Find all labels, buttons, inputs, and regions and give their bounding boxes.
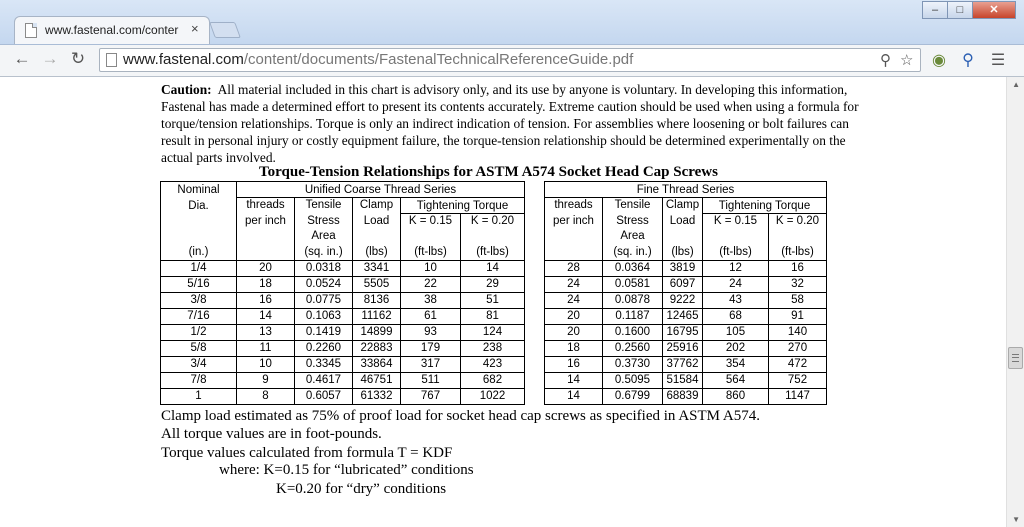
header-dia: Dia. <box>161 198 237 214</box>
table-cell: 0.0581 <box>603 276 663 292</box>
header-k020: K = 0.20 <box>461 214 525 245</box>
table-row <box>161 356 827 372</box>
table-cell: 14 <box>545 372 603 388</box>
table-cell: 3819 <box>663 260 703 276</box>
table-title: Torque-Tension Relationships for ASTM A574 Socket Head Cap Screws <box>259 164 718 180</box>
table-cell: 91 <box>769 308 827 324</box>
table-cell: 6097 <box>663 276 703 292</box>
header-unit-ftlbs-b: (ft-lbs) <box>461 245 525 261</box>
header-unit-ftlbs-a: (ft-lbs) <box>401 245 461 261</box>
table-row <box>161 292 827 308</box>
table-cell: 511 <box>401 372 461 388</box>
header-clamp-load: Clamp Load <box>353 198 401 245</box>
table-cell: 5505 <box>353 276 401 292</box>
table-cell: 51 <box>461 292 525 308</box>
column-gap <box>525 388 545 404</box>
table-cell: 46751 <box>353 372 401 388</box>
table-cell: 68 <box>703 308 769 324</box>
forward-arrow-icon[interactable]: → <box>41 49 59 68</box>
caution-label: Caution: <box>161 82 212 97</box>
table-row <box>161 340 827 356</box>
table-cell: 24 <box>703 276 769 292</box>
table-cell: 12465 <box>663 308 703 324</box>
header-threads-per-inch-fine: threads per inch <box>545 198 603 245</box>
table-cell: 0.1600 <box>603 324 663 340</box>
table-cell: 423 <box>461 356 525 372</box>
header-blank <box>161 214 237 245</box>
table-cell: 58 <box>769 292 827 308</box>
table-cell: 22883 <box>353 340 401 356</box>
table-cell: 28 <box>545 260 603 276</box>
extension-eye-icon[interactable]: ◉ <box>932 52 946 69</box>
window-controls <box>923 1 1016 19</box>
table-cell: 1/2 <box>161 324 237 340</box>
table-cell: 124 <box>461 324 525 340</box>
table-cell: 0.0364 <box>603 260 663 276</box>
table-cell: 0.1063 <box>295 308 353 324</box>
table-cell: 93 <box>401 324 461 340</box>
table-cell: 13 <box>237 324 295 340</box>
header-unit-ftlbs-c: (ft-lbs) <box>703 245 769 261</box>
page-icon <box>106 53 117 67</box>
table-cell: 682 <box>461 372 525 388</box>
table-cell: 179 <box>401 340 461 356</box>
table-cell: 12 <box>703 260 769 276</box>
table-cell: 10 <box>401 260 461 276</box>
table-cell: 14 <box>545 388 603 404</box>
header-tightening-torque: Tightening Torque <box>401 198 525 214</box>
table-cell: 38 <box>401 292 461 308</box>
table-cell: 24 <box>545 276 603 292</box>
table-cell: 10 <box>237 356 295 372</box>
table-cell: 0.0318 <box>295 260 353 276</box>
column-gap <box>525 260 545 276</box>
column-gap <box>525 372 545 388</box>
table-cell: 472 <box>769 356 827 372</box>
table-cell: 8136 <box>353 292 401 308</box>
header-unit-sqin-fine: (sq. in.) <box>603 245 663 261</box>
table-cell: 270 <box>769 340 827 356</box>
scroll-down-icon[interactable]: ▼ <box>1012 515 1020 524</box>
table-cell: 0.1419 <box>295 324 353 340</box>
header-threads-per-inch: threads per inch <box>237 198 295 245</box>
header-unit-sqin: (sq. in.) <box>295 245 353 261</box>
header-k020-fine: K = 0.20 <box>769 214 827 245</box>
table-cell: 16 <box>545 356 603 372</box>
zoom-icon[interactable]: ⚲ <box>880 52 891 69</box>
table-cell: 1 <box>161 388 237 404</box>
table-cell: 20 <box>545 308 603 324</box>
table-cell: 0.0878 <box>603 292 663 308</box>
note-dry: K=0.20 for “dry” conditions <box>276 481 447 497</box>
minimize-button[interactable]: – <box>922 1 948 19</box>
table-cell: 860 <box>703 388 769 404</box>
table-cell: 1/4 <box>161 260 237 276</box>
table-cell: 9 <box>237 372 295 388</box>
table-cell: 1147 <box>769 388 827 404</box>
table-row <box>161 372 827 388</box>
column-gap <box>525 308 545 324</box>
table-cell: 752 <box>769 372 827 388</box>
url-text[interactable]: www.fastenal.com/content/documents/FastenalTechnicalReferenceGuide.pdf <box>123 51 634 68</box>
table-row <box>161 260 827 276</box>
search-extension-icon[interactable]: ⚲ <box>962 52 974 69</box>
header-k015: K = 0.15 <box>401 214 461 245</box>
table-cell: 0.2560 <box>603 340 663 356</box>
table-cell: 25916 <box>663 340 703 356</box>
table-row <box>161 324 827 340</box>
table-cell: 9222 <box>663 292 703 308</box>
column-gap <box>525 276 545 292</box>
tab-title: www.fastenal.com/conter <box>45 23 179 37</box>
title-bar <box>0 0 1024 45</box>
column-gap <box>525 324 545 340</box>
close-window-button[interactable]: ✕ <box>972 1 1016 19</box>
footnotes <box>161 407 760 462</box>
reload-icon[interactable]: ↻ <box>70 49 86 68</box>
table-cell: 202 <box>703 340 769 356</box>
table-cell: 0.6057 <box>295 388 353 404</box>
table-cell: 0.0524 <box>295 276 353 292</box>
back-arrow-icon[interactable]: ← <box>13 49 31 68</box>
table-cell: 8 <box>237 388 295 404</box>
table-cell: 29 <box>461 276 525 292</box>
table-cell: 3341 <box>353 260 401 276</box>
table-cell: 0.3730 <box>603 356 663 372</box>
table-cell: 18 <box>237 276 295 292</box>
table-cell: 564 <box>703 372 769 388</box>
page-favicon-icon <box>25 23 37 38</box>
note-where-lubricated: where: K=0.15 for “lubricated” conditions <box>219 462 474 478</box>
table-cell: 24 <box>545 292 603 308</box>
table-cell: 32 <box>769 276 827 292</box>
browser-toolbar <box>0 45 1024 77</box>
table-cell: 354 <box>703 356 769 372</box>
table-cell: 37762 <box>663 356 703 372</box>
table-cell: 238 <box>461 340 525 356</box>
table-cell: 767 <box>401 388 461 404</box>
table-cell: 1022 <box>461 388 525 404</box>
table-cell: 14 <box>461 260 525 276</box>
new-tab-button[interactable] <box>209 22 241 38</box>
caution-paragraph <box>161 81 861 166</box>
table-cell: 51584 <box>663 372 703 388</box>
header-unit-blank-fine <box>545 245 603 261</box>
table-cell: 7/16 <box>161 308 237 324</box>
table-cell: 7/8 <box>161 372 237 388</box>
table-cell: 14 <box>237 308 295 324</box>
table-cell: 140 <box>769 324 827 340</box>
column-gap <box>525 340 545 356</box>
scroll-up-icon[interactable]: ▲ <box>1012 80 1020 89</box>
table-cell: 0.3345 <box>295 356 353 372</box>
torque-tension-table <box>160 181 827 405</box>
table-cell: 20 <box>545 324 603 340</box>
table-cell: 3/4 <box>161 356 237 372</box>
table-cell: 0.1187 <box>603 308 663 324</box>
header-tensile-stress-area-fine: Tensile Stress Area <box>603 198 663 245</box>
table-cell: 61332 <box>353 388 401 404</box>
header-unified-series: Unified Coarse Thread Series <box>237 182 525 198</box>
table-cell: 0.4617 <box>295 372 353 388</box>
table-cell: 11162 <box>353 308 401 324</box>
browser-tab[interactable] <box>14 16 210 44</box>
table-cell: 0.5095 <box>603 372 663 388</box>
menu-icon[interactable]: ☰ <box>990 52 1006 69</box>
table-cell: 5/16 <box>161 276 237 292</box>
table-row <box>161 388 827 404</box>
table-cell: 5/8 <box>161 340 237 356</box>
table-cell: 20 <box>237 260 295 276</box>
table-cell: 16795 <box>663 324 703 340</box>
note-clamp-load: Clamp load estimated as 75% of proof load for socket head cap screws as specified in ASTM A574. <box>161 408 761 424</box>
table-cell: 61 <box>401 308 461 324</box>
note-formula: Torque values calculated from formula T = KDF <box>161 444 453 461</box>
header-nominal: Nominal <box>161 182 237 198</box>
column-gap <box>525 292 545 308</box>
table-cell: 68839 <box>663 388 703 404</box>
table-cell: 14899 <box>353 324 401 340</box>
header-unit-lbs-fine: (lbs) <box>663 245 703 261</box>
maximize-button[interactable]: □ <box>947 1 973 19</box>
caution-text: All material included in this chart is advisory only, and its use by anyone is voluntary. In developing this information, Fastenal has made a determined effort to present its contents accurately. Extreme caution should be used when using a formula for torque/tension relationships. Torque is only an indirect indication of tension. For assemblies where loosening or bolt failures can result in personal injury or costly equipment failure, the torque-tension relationship should be determined experimentally on the actual parts involved. <box>161 82 859 165</box>
table-cell: 11 <box>237 340 295 356</box>
bookmark-star-icon[interactable]: ☆ <box>900 52 914 69</box>
header-tightening-torque-fine: Tightening Torque <box>703 198 827 214</box>
table-cell: 0.2260 <box>295 340 353 356</box>
header-unit-lbs: (lbs) <box>353 245 401 261</box>
table-cell: 16 <box>769 260 827 276</box>
header-k015-fine: K = 0.15 <box>703 214 769 245</box>
tab-close-icon[interactable]: × <box>191 21 199 36</box>
vertical-scrollbar[interactable] <box>1006 77 1024 527</box>
header-fine-series: Fine Thread Series <box>545 182 827 198</box>
table-cell: 0.6799 <box>603 388 663 404</box>
header-unit-ftlbs-d: (ft-lbs) <box>769 245 827 261</box>
header-unit-blank <box>237 245 295 261</box>
column-gap <box>525 356 545 372</box>
table-row <box>161 276 827 292</box>
address-bar[interactable] <box>99 48 921 72</box>
table-cell: 16 <box>237 292 295 308</box>
table-cell: 22 <box>401 276 461 292</box>
table-cell: 81 <box>461 308 525 324</box>
table-cell: 317 <box>401 356 461 372</box>
header-unit-in: (in.) <box>161 245 237 261</box>
table-cell: 18 <box>545 340 603 356</box>
table-cell: 33864 <box>353 356 401 372</box>
table-cell: 0.0775 <box>295 292 353 308</box>
column-gap <box>525 182 545 261</box>
table-row <box>161 308 827 324</box>
note-foot-pounds: All torque values are in foot-pounds. <box>161 426 382 443</box>
table-cell: 3/8 <box>161 292 237 308</box>
table-cell: 105 <box>703 324 769 340</box>
header-clamp-load-fine: Clamp Load <box>663 198 703 245</box>
header-tensile-stress-area: Tensile Stress Area <box>295 198 353 245</box>
table-cell: 43 <box>703 292 769 308</box>
scrollbar-thumb[interactable] <box>1008 347 1023 369</box>
